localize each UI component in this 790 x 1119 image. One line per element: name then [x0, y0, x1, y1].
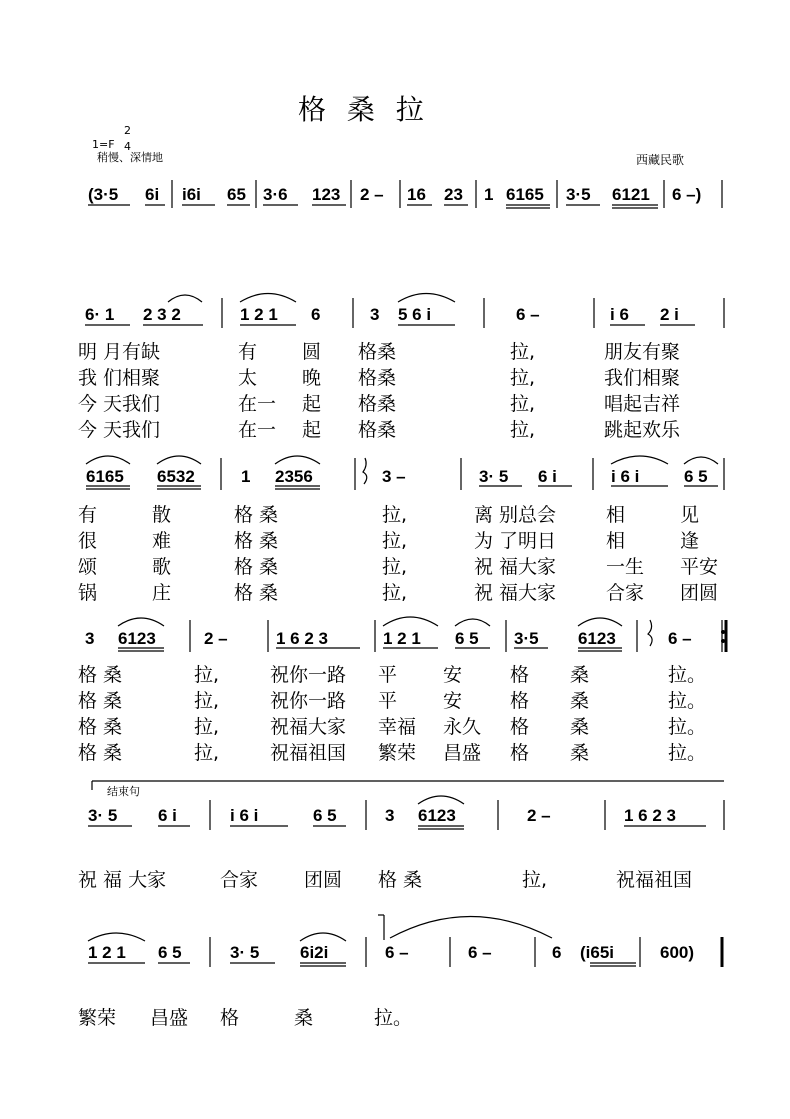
lyric: 格 桑 [234, 556, 279, 578]
note-group: 1 [484, 185, 494, 204]
lyric: 合家 [220, 869, 259, 891]
lyric: 拉, [382, 582, 408, 604]
note-group: 1 2 1 [88, 943, 126, 962]
lyric: 安 [443, 690, 463, 712]
lyric: 桑 [570, 716, 590, 738]
note-group: 2 – [204, 629, 228, 648]
lyric: 桑 [570, 664, 590, 686]
note-group: 6 5 [313, 806, 337, 825]
lyric: 格 [510, 742, 530, 764]
lyric: 我们相聚 [604, 367, 681, 389]
slur [578, 618, 622, 626]
note-group: 3 [370, 305, 380, 324]
lyric: 颂 [78, 556, 98, 578]
note-group: i6i [182, 185, 201, 204]
note-group: 6 5 [455, 629, 479, 648]
slur [684, 457, 718, 464]
slur [455, 619, 490, 626]
note-group: 16 [407, 185, 426, 204]
lyric: 拉。 [668, 664, 707, 686]
time-signature-top: 2 [124, 124, 131, 137]
lyric: 太 [238, 367, 258, 389]
lyric: 桑 [294, 1007, 314, 1029]
lyric: 平安 [680, 556, 719, 578]
lyric: 离 别总会 [474, 504, 557, 526]
note-group: 1 [241, 467, 251, 486]
slur [275, 456, 320, 464]
lyric: 格 桑 [78, 742, 123, 764]
lyric: 格 [510, 716, 530, 738]
lyric: 格 桑 [234, 504, 279, 526]
note-group: (3·5 [88, 185, 119, 204]
lyric: 拉, [194, 690, 220, 712]
lyric: 安 [443, 664, 463, 686]
lyric: 拉。 [668, 690, 707, 712]
lyric: 拉, [510, 419, 536, 441]
lyric: 在一 [238, 419, 277, 441]
lyric: 相 [606, 530, 626, 552]
lyric: 格 桑 [234, 582, 279, 604]
note-group: 65 [227, 185, 246, 204]
page-title: 格 桑 拉 [298, 93, 430, 126]
lyric: 祝 福 大家 [78, 869, 167, 891]
lyric: 拉, [194, 742, 220, 764]
note-group: 6 5 [158, 943, 182, 962]
note-group: 6 i [158, 806, 177, 825]
note-group: 6123 [578, 629, 616, 648]
lyric: 格 桑 [378, 869, 423, 891]
note-group: 3· 5 [230, 943, 260, 962]
lyric: 拉, [522, 869, 548, 891]
note-group: 3·5 [566, 185, 591, 204]
note-group: 2 i [660, 305, 679, 324]
song-source: 西藏民歌 [636, 153, 685, 167]
lyric: 格 [220, 1007, 240, 1029]
lyric: 团圆 [680, 582, 719, 604]
note-group: 1 6 2 3 [624, 806, 676, 825]
lyric: 祝你一路 [270, 690, 347, 712]
note-group: 6121 [612, 185, 650, 204]
lyric: 在一 [238, 393, 277, 415]
lyric: 庄 [152, 582, 172, 604]
note-group: 3 – [382, 467, 406, 486]
note-group: 2 3 2 [143, 305, 181, 324]
lyric: 繁荣 [78, 1007, 117, 1029]
lyric: 有 [78, 504, 98, 526]
lyric: 格桑 [358, 341, 397, 363]
lyric: 拉, [382, 504, 408, 526]
slur [611, 456, 668, 464]
note-group: 6 – [668, 629, 692, 648]
lyric: 见 [680, 504, 700, 526]
note-group: 6 –) [672, 185, 702, 204]
lyric: 拉, [382, 530, 408, 552]
lyric: 今 天我们 [78, 419, 161, 441]
note-group: 3·5 [514, 629, 539, 648]
lyric: 明 月有缺 [78, 341, 161, 363]
lyric: 平 [378, 664, 398, 686]
note-group: 2 – [360, 185, 384, 204]
lyric: 祝 福大家 [474, 582, 557, 604]
lyric: 祝你一路 [270, 664, 347, 686]
note-group: 23 [444, 185, 463, 204]
lyric: 昌盛 [150, 1007, 189, 1029]
lyric: 桑 [570, 690, 590, 712]
tempo-marking: 稍慢、深情地 [97, 151, 163, 164]
lyric: 格 桑 [78, 716, 123, 738]
lyric: 有 [238, 341, 258, 363]
lyric: 唱起吉祥 [604, 393, 681, 415]
note-group: 123 [312, 185, 341, 204]
lyric: 散 [152, 504, 172, 526]
slur [157, 456, 201, 464]
ending-label: 结束句 [107, 785, 140, 798]
lyric: 平 [378, 690, 398, 712]
lyric: 拉。 [374, 1007, 413, 1029]
lyric: 难 [152, 530, 172, 552]
note-group: 6165 [86, 467, 124, 486]
time-signature-bottom: 4 [124, 140, 131, 153]
lyric: 逢 [680, 530, 700, 552]
note-group: 6123 [418, 806, 456, 825]
lyric: 起 [302, 393, 322, 415]
lyric: 拉, [510, 393, 536, 415]
lyric: 今 天我们 [78, 393, 161, 415]
lyric: 祝福大家 [270, 716, 347, 738]
note-group: 6 [311, 305, 321, 324]
lyric: 圆 [302, 341, 322, 363]
slur [383, 617, 438, 626]
lyric: 桑 [570, 742, 590, 764]
note-group: 1 2 1 [383, 629, 421, 648]
slur [168, 295, 202, 302]
note-group: 6 i [538, 467, 557, 486]
note-group: 6123 [118, 629, 156, 648]
note-group: 3· 5 [479, 467, 509, 486]
note-group: 3 [385, 806, 395, 825]
note-group: 1 6 2 3 [276, 629, 328, 648]
note-group: 3·6 [263, 185, 288, 204]
lyric: 拉, [194, 716, 220, 738]
lyric: 祝福祖国 [270, 742, 347, 764]
lyric: 一生 [606, 556, 645, 578]
note-group: 6532 [157, 467, 195, 486]
lyric: 晚 [302, 367, 322, 389]
repeat-dot [721, 630, 725, 634]
note-group: 3 [85, 629, 95, 648]
lyric: 拉, [382, 556, 408, 578]
key-signature: 1=F [92, 138, 115, 151]
lyric: 拉, [194, 664, 220, 686]
note-group: 6 – [385, 943, 409, 962]
slur [118, 618, 164, 626]
note-group: 3· 5 [88, 806, 118, 825]
slur [240, 294, 296, 303]
note-group: 600) [660, 943, 695, 962]
lyric: 拉, [510, 341, 536, 363]
lyric: 跳起欢乐 [604, 419, 681, 441]
slur [418, 796, 464, 804]
lyric: 格 桑 [234, 530, 279, 552]
lyric: 格 [510, 690, 530, 712]
slur [88, 933, 145, 941]
note-group: (i65i [580, 943, 615, 962]
lyric: 永久 [443, 716, 482, 738]
lyric: 祝福祖国 [616, 869, 693, 891]
lyric: 拉, [510, 367, 536, 389]
note-group: 1 2 1 [240, 305, 278, 324]
lyric: 锅 [78, 582, 98, 604]
note-group: 2 – [527, 806, 551, 825]
lyric: 团圆 [304, 869, 343, 891]
breath-mark [363, 458, 367, 484]
note-group: 2356 [275, 467, 313, 486]
lyric: 祝 福大家 [474, 556, 557, 578]
lyric: 幸福 [378, 716, 417, 738]
slur [300, 933, 346, 941]
slur [398, 294, 455, 303]
note-group: 6i [145, 185, 160, 204]
tie [390, 917, 552, 939]
lyric: 朋友有聚 [604, 341, 681, 363]
lyric: 歌 [152, 556, 172, 578]
lyric: 我 们相聚 [78, 367, 161, 389]
lyric: 昌盛 [443, 742, 482, 764]
lyric: 起 [302, 419, 322, 441]
lyric: 拉。 [668, 742, 707, 764]
note-group: 6 – [516, 305, 540, 324]
note-group: i 6 i [611, 467, 640, 486]
note-group: 6 – [468, 943, 492, 962]
lyric: 为 了明日 [474, 530, 557, 552]
note-group: 6165 [506, 185, 544, 204]
note-group: 6· 1 [85, 305, 115, 324]
lyric: 格 桑 [78, 664, 123, 686]
lyric: 格桑 [358, 367, 397, 389]
lyric: 拉。 [668, 716, 707, 738]
lyric: 很 [78, 530, 98, 552]
lyric: 格 [510, 664, 530, 686]
slur [86, 456, 130, 464]
breath-mark [648, 620, 652, 646]
repeat-dot [721, 639, 725, 643]
lyric: 格桑 [358, 393, 397, 415]
note-group: 6i2i [300, 943, 329, 962]
lyric: 格 桑 [78, 690, 123, 712]
lyric: 格桑 [358, 419, 397, 441]
note-group: 6 [552, 943, 562, 962]
note-group: 6 5 [684, 467, 708, 486]
lyric: 合家 [606, 582, 645, 604]
lyric: 繁荣 [378, 742, 417, 764]
lyric: 相 [606, 504, 626, 526]
note-group: i 6 i [230, 806, 259, 825]
note-group: 5 6 i [398, 305, 432, 324]
note-group: i 6 [610, 305, 629, 324]
